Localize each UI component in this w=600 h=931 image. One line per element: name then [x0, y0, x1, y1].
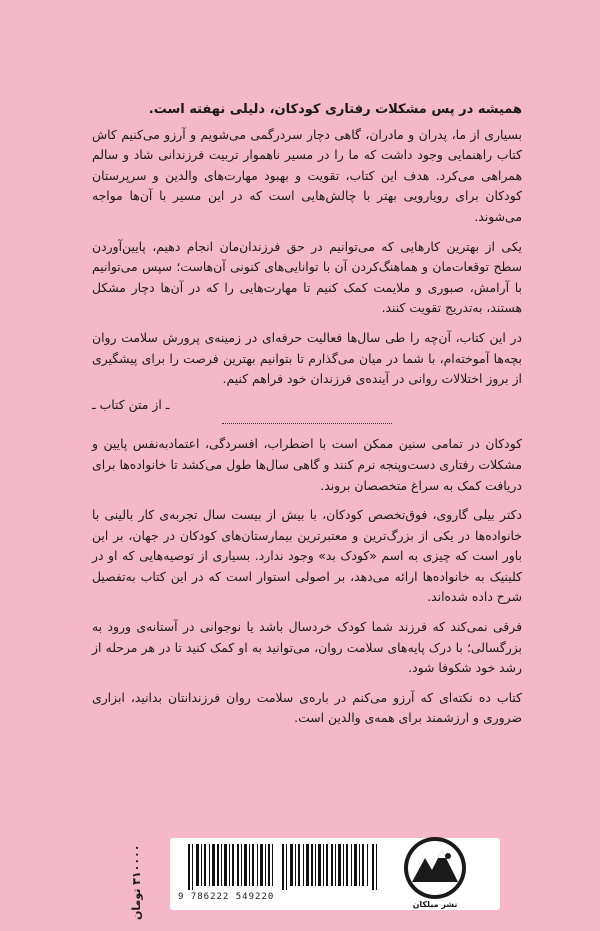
description-section — [92, 434, 522, 729]
paragraph: بسیاری از ما، پدران و مادران، گاهی دچار سردرگمی می‌شویم و آرزو می‌کنیم کاش کتاب راهنمایی وجود داشت که ما را در مسیر ناهموار تربیت فرزندانی شاد و سالم همراهی می‌کرد. هدف این کتاب، تقویت و بهبود مهارت‌های والدین و سرپرستان کودکان برای رویارویی بهتر با چالش‌هایی است که در این مسیر با آن‌ها مواجه می‌شوند. — [92, 126, 522, 224]
paragraph: فرقی نمی‌کند که فرزند شما کودک خردسال باشد یا نوجوانی در آستانه‌ی ورود به بزرگسالی؛ با درک پایه‌های سلامت روان، می‌توانید به او کمک کنید تا در هر مرحله از رشد خود شکوفا شود. — [92, 619, 522, 676]
paragraph: کتاب ده نکته‌ای که آرزو می‌کنم در باره‌ی سلامت روان فرزندانتان بدانید، ابزاری ضروری و ارزشمند برای همه‌ی والدین است. — [92, 689, 522, 726]
paragraph: در این کتاب، آن‌چه را طی سال‌ها فعالیت حرفه‌ای در زمینه‌ی پرورش سلامت روان بچه‌ها آموخته‌ام، با شما در میان می‌گذارم تا بتوانیم بهترین فرصت را برای پیشگیری از بروز اختلالات روانی در آینده‌ی فرزندان خود فراهم کنیم. — [92, 329, 522, 387]
dotted-divider — [222, 423, 392, 424]
barcode-icon — [186, 844, 386, 890]
source-note: ـ از متن کتاب ـ — [92, 396, 170, 412]
paragraph: یکی از بهترین کارهایی که می‌توانیم در حق فرزندان‌مان انجام دهیم، پایین‌آوردن سطح توقعات‌مان و هماهنگ‌کردن آن با توانایی‌های کنونی آن‌هاست؛ سپس می‌توانیم با آرامش، صبوری و ملایمت کمک کنیم تا مهارت‌هایی را که در آن‌ها دچار مشکل هستند، به‌تدریج تقویت کنند. — [92, 238, 522, 316]
price-text: ۳۱۰۰۰۰ تومان — [130, 844, 143, 920]
paragraph: دکتر بیلی گاروی، فوق‌تخصص کودکان، با بیش از بیست سال تجربه‌ی کار بالینی با خانواده‌ها در یکی از بزرگ‌ترین و معتبرترین بیمارستان‌های کودکان در جهان، بر این باور است که چیزی به اسم «کودک بد» وجود ندارد. بسیاری از توصیه‌هایی که او در کلینیک به خانواده‌ها ارائه می‌دهد، بر اصولی استوار است که در این کتاب به‌تفصیل شرح داده شده‌اند. — [92, 507, 522, 605]
publisher-logo-icon — [400, 834, 470, 908]
isbn-number: 9 786222 549220 — [178, 892, 275, 902]
headline: همیشه در پس مشکلات رفتاری کودکان، دلیلی نهفته است. — [148, 102, 522, 117]
paragraph: کودکان در تمامی سنین ممکن است با اضطراب، افسردگی، اعتمادبه‌نفس پایین و مشکلات رفتاری دست‌وپنجه نرم کنند و گاهی سال‌ها طول می‌کشد تا خانواده‌ها برای دریافت کمک به سراغ متخصصان بروند. — [92, 436, 522, 493]
publisher-name: نشر میلکان — [412, 900, 458, 909]
blurb-text — [92, 100, 522, 738]
price-label — [130, 844, 152, 920]
